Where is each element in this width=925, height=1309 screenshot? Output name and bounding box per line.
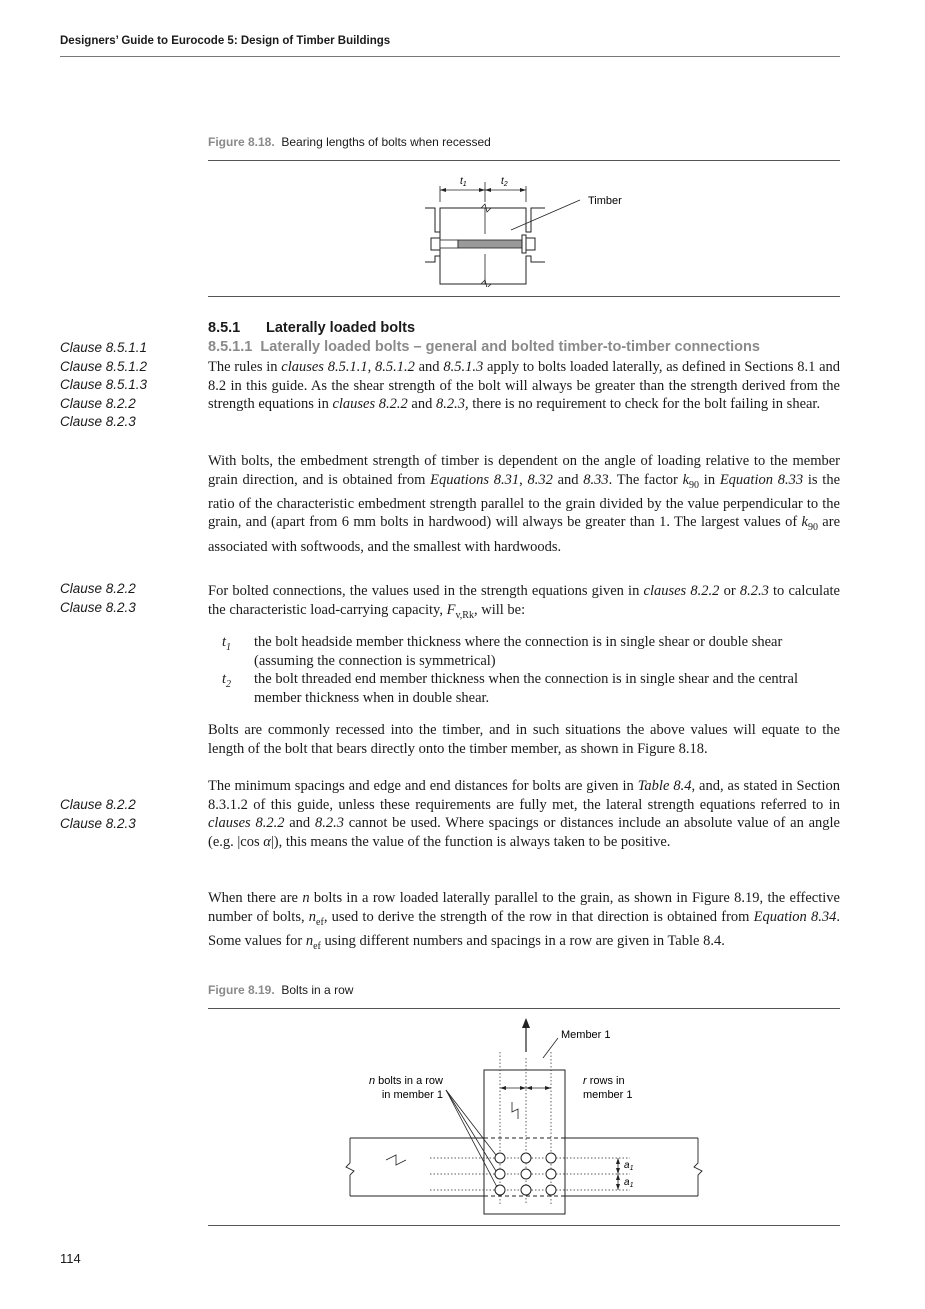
timber-label: Timber	[588, 195, 622, 207]
grain-symbol-icon	[386, 1155, 406, 1165]
definition-list	[222, 633, 840, 707]
bolt-shank	[440, 240, 458, 248]
header-rule	[60, 56, 840, 57]
break-mark-icon	[346, 1138, 354, 1196]
margin-clause: Clause 8.5.1.1	[60, 340, 148, 355]
r-rows-label-line1: r rows in	[583, 1075, 625, 1087]
section-heading	[208, 320, 415, 336]
definition-term: $t_2$	[222, 671, 232, 690]
figure-819-caption	[208, 983, 353, 997]
n-bolts-label-line2: in member 1	[381, 1089, 443, 1101]
a1-label-bottom: $a_1$	[624, 1177, 634, 1189]
paragraph-4: Bolts are commonly recessed into the timber, and in such situations the above values will equate to the length of the bolt that bears directly onto the timber member, as shown in Figure 8.18.	[208, 722, 840, 757]
figure-818-label: Figure 8.18.	[208, 135, 275, 149]
nut-icon	[526, 238, 535, 250]
a1-label-top: $a_1$	[624, 1160, 634, 1172]
r-rows-label-line2: member 1	[583, 1089, 633, 1101]
definition-item	[222, 633, 840, 670]
figure-819-drawing	[340, 1018, 710, 1218]
definition-item	[222, 670, 840, 707]
section-title: Laterally loaded bolts	[266, 320, 416, 336]
arrow-icon	[520, 188, 526, 192]
bolt-icon	[521, 1153, 531, 1163]
bolt-icon	[495, 1153, 505, 1163]
bolt-head-icon	[431, 238, 440, 250]
arrow-icon	[616, 1158, 620, 1164]
margin-clause: Clause 8.2.3	[60, 815, 136, 831]
arrow-icon	[440, 188, 446, 192]
subsection-number: 8.5.1.1	[208, 339, 253, 355]
bolt-icon	[546, 1153, 556, 1163]
figure-818-caption	[208, 135, 491, 149]
paragraph-1: The rules in clauses 8.5.1.1, 8.5.1.2 and 8.5.1.3 apply to bolts loaded laterally, as defined in Sections 8.1 and 8.2 in this guide. As the shear strength of the bolt will always be greater than the strength derived from the strength equations in clauses 8.2.2 and 8.2.3, there is no requirement to check for the bolt failing in shear.	[208, 359, 841, 412]
washer-icon	[522, 235, 526, 253]
bolt-icon	[546, 1185, 556, 1195]
margin-notes-1	[60, 339, 147, 432]
definition-term: $t_1$	[222, 634, 232, 653]
margin-notes-2	[60, 580, 136, 617]
margin-clause: Clause 8.2.3	[60, 599, 136, 615]
bolt-icon	[495, 1169, 505, 1179]
bolt-thread	[458, 240, 522, 248]
paragraph-6: When there are n bolts in a row loaded laterally parallel to the grain, as shown in Figure 8.19, the effective number of bolts, $n_{ef}$, used to derive the strength of the row in that direction is obtained from Equation 8.34. Some values for $n_{ef}$ using different numbers and spacings in a row are given in Table 8.4.	[208, 890, 841, 952]
figure-819-bottom-rule	[208, 1225, 840, 1226]
right-member-bottom	[485, 256, 545, 284]
arrow-icon	[616, 1184, 620, 1190]
figure-819-top-rule	[208, 1008, 840, 1009]
t1-label: $t_1$	[460, 176, 467, 188]
margin-clause: Clause 8.2.3	[60, 414, 136, 429]
figure-818-drawing	[415, 172, 645, 287]
figure-818-bottom-rule	[208, 296, 840, 297]
margin-notes-3	[60, 796, 136, 833]
definition-text: the bolt headside member thickness where the connection is in single shear or double shear (assuming the connection is symmetrical)	[254, 634, 783, 669]
arrow-icon	[616, 1174, 620, 1180]
margin-clause: Clause 8.2.2	[60, 395, 136, 411]
paragraph-5: The minimum spacings and edge and end distances for bolts are given in Table 8.4, and, as stated in Section 8.3.1.2 of this guide, unless these requirements are fully met, the lateral strength equations referred to in clauses 8.2.2 and 8.2.3 cannot be used. Where spacings or distances include an absolute value of an angle (e.g. |cos α|), this means the value of the function is always taken to be positive.	[208, 778, 840, 850]
margin-clause: Clause 8.5.1.3	[60, 377, 148, 392]
t2-label: $t_2$	[501, 176, 508, 188]
figure-818-top-rule	[208, 160, 840, 161]
arrow-icon	[616, 1168, 620, 1174]
n-bolts-label-line1: n bolts in a row	[369, 1075, 443, 1087]
timber-leader-line	[511, 200, 580, 230]
arrow-icon	[485, 188, 491, 192]
running-head: Designers’ Guide to Eurocode 5: Design of Timber Buildings	[60, 35, 391, 47]
bolt-icon	[546, 1169, 556, 1179]
subsection-title: Laterally loaded bolts – general and bolted timber-to-timber connections	[260, 339, 760, 355]
margin-clause: Clause 8.2.2	[60, 581, 136, 596]
member1-leader	[543, 1038, 558, 1058]
figure-819-caption-text: Bolts in a row	[281, 983, 354, 997]
bolt-icon	[521, 1169, 531, 1179]
up-arrow-icon	[522, 1018, 530, 1028]
figure-819-label: Figure 8.19.	[208, 983, 275, 997]
left-member-top	[425, 208, 485, 232]
paragraph-3: For bolted connections, the values used in the strength equations given in clauses 8.2.2 or 8.2.3 to calculate the characteristic load-carrying capacity, $F_{v,Rk}$, will be:	[208, 583, 840, 621]
left-member-bottom	[425, 256, 485, 284]
arrow-icon	[479, 188, 485, 192]
bolt-icon	[521, 1185, 531, 1195]
break-mark-icon	[694, 1138, 702, 1196]
subsection-heading	[208, 339, 760, 355]
paragraph-2: With bolts, the embedment strength of timber is dependent on the angle of loading relative to the member grain direction, and is obtained from Equations 8.31, 8.32 and 8.33. The factor $k_{90}$ in Equation 8.33 is the ratio of the characteristic embedment strength parallel to the grain divided by the value perpendicular to the grain, and (apart from 6 mm bolts in hardwood) will always be greater than 1. The largest values of $k_{90}$ are associated with softwoods, and the smallest with hardwoods.	[208, 453, 841, 555]
page-number: 114	[60, 1251, 81, 1266]
margin-clause: Clause 8.5.1.2	[60, 358, 148, 374]
member1-label: Member 1	[561, 1029, 611, 1041]
section-number: 8.5.1	[208, 320, 241, 336]
margin-clause: Clause 8.2.2	[60, 797, 136, 812]
definition-text: the bolt threaded end member thickness when the connection is in single shear and the central member thickness when in double shear.	[254, 671, 798, 706]
figure-818-caption-text: Bearing lengths of bolts when recessed	[281, 135, 491, 149]
